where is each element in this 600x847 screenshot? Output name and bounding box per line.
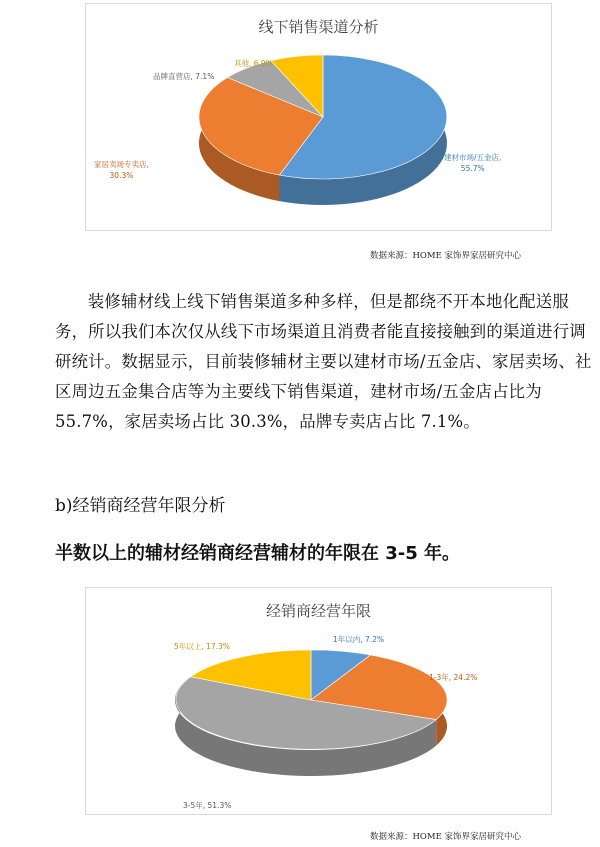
data-label-1-3-years: 1-3年, 24.2%	[429, 673, 478, 682]
data-label-3-5-years: 3-5年, 51.3%	[183, 801, 232, 810]
data-label-other: 其他, 6.9%	[234, 59, 273, 68]
chart-operating-years	[85, 587, 552, 815]
chart-sales-channels	[85, 3, 552, 231]
data-label-brand-store: 品牌直营店, 7.1%	[153, 72, 215, 81]
data-label-home-mall: 家居卖场专卖店, 30.3%	[94, 160, 149, 180]
summary-line: 半数以上的辅材经销商经营辅材的年限在 3-5 年。	[55, 543, 461, 564]
data-label-building-market: 建材市场/五金店, 55.7%	[444, 153, 502, 173]
body-paragraph: 装修辅材线上线下销售渠道多种多样，但是都绕不开本地化配送服务，所以我们本次仅从线下市场渠道且消费者能直接接触到的渠道进行调研统计。数据显示，目前装修辅材主要以建材市场/五金店、家居卖场、社区周边五金集合店等为主要线下销售渠道，建材市场/五金店占比为 55.7%，家居卖场占比 30.3%，品牌专卖店占比 7.1%。	[55, 292, 592, 431]
pie-chart-sales-channels	[86, 4, 551, 230]
chart-title: 经销商经营年限	[265, 602, 371, 620]
data-label-over-5-years: 5年以上, 17.3%	[174, 642, 230, 651]
data-label-under-1-year: 1年以内, 7.2%	[333, 635, 385, 644]
pie-chart-operating-years	[86, 588, 551, 814]
chart-source-1: 数据来源：HOME 家饰界家居研究中心	[370, 251, 521, 261]
section-heading: b)经销商经营年限分析	[55, 496, 226, 516]
chart-title: 线下销售渠道分析	[258, 18, 379, 36]
chart-source-2: 数据来源：HOME 家饰界家居研究中心	[370, 832, 521, 842]
